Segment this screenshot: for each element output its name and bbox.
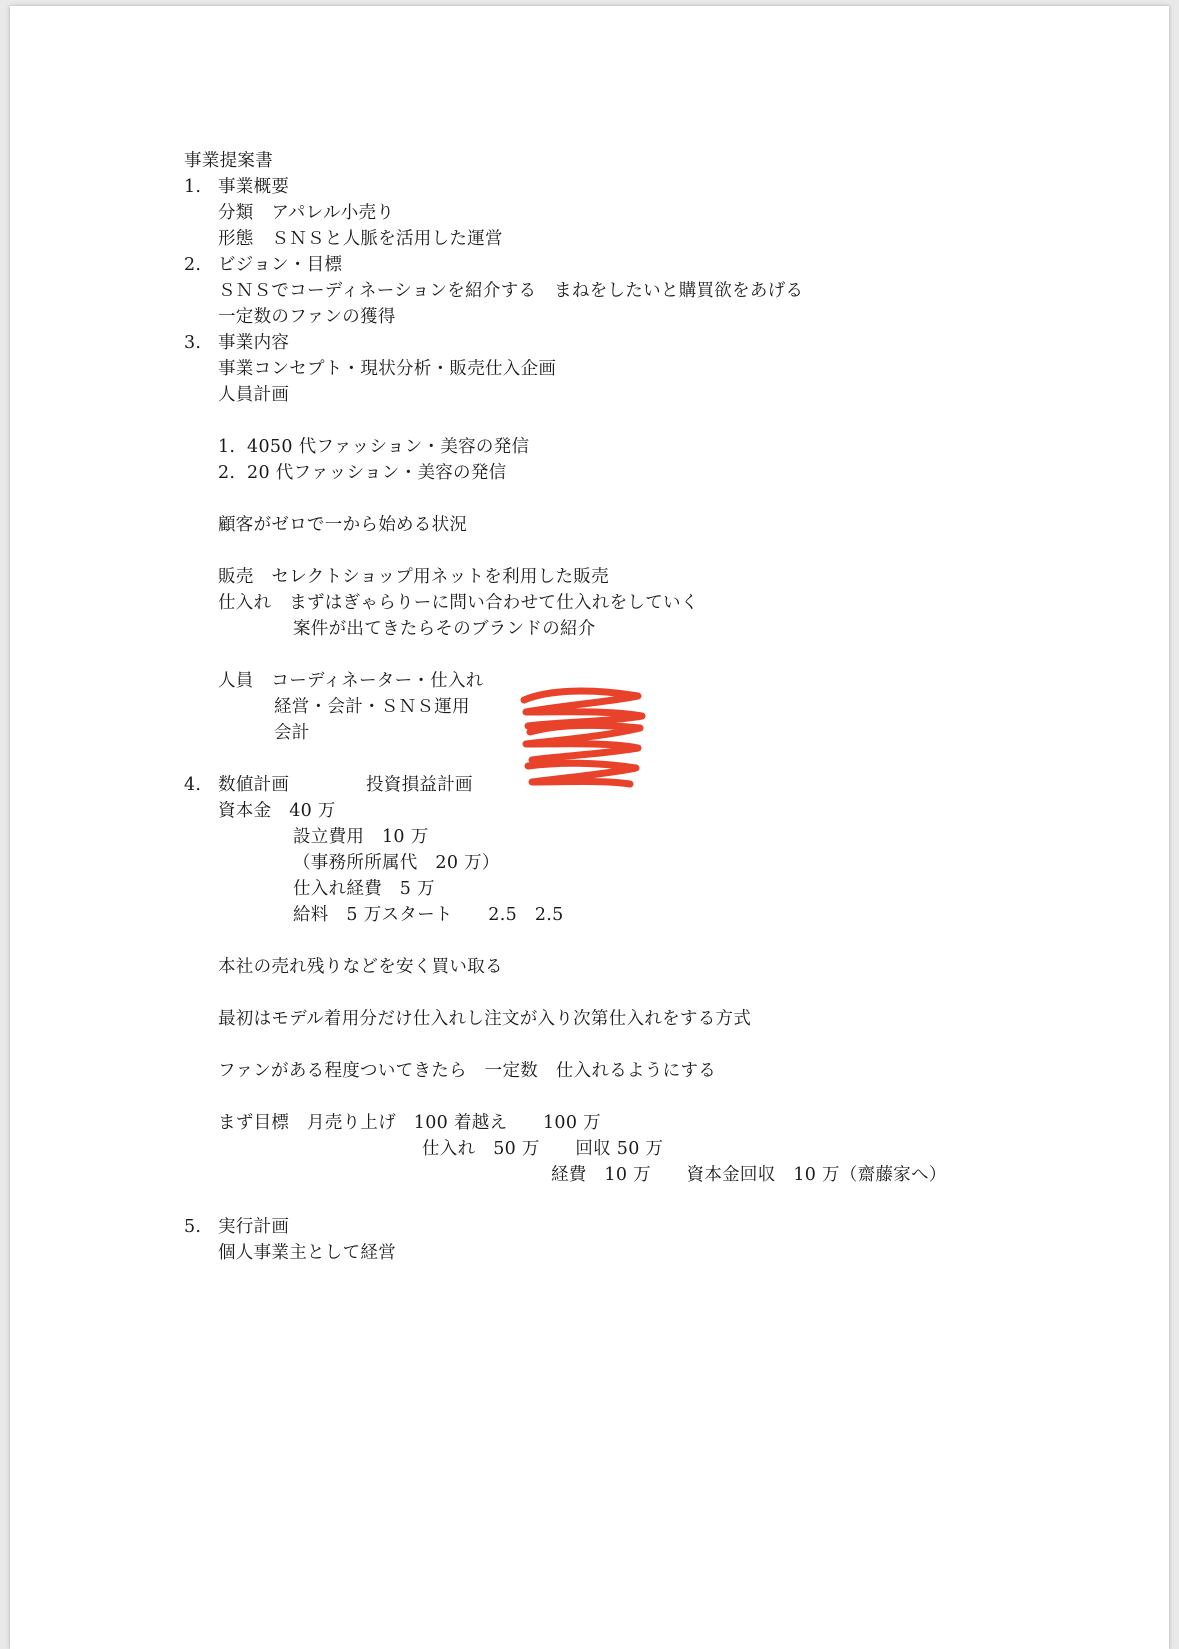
section-1-line: 分類 アパレル小売り — [218, 203, 395, 223]
section-3-line: 仕入れ まずはぎゃらりーに問い合わせて仕入れをしていく — [218, 593, 699, 613]
section-2-number: 2. — [184, 255, 202, 275]
section-4-line: 仕入れ経費 5 万 — [293, 879, 435, 899]
section-4-line: 設立費用 10 万 — [293, 827, 429, 847]
section-2-line: 一定数のファンの獲得 — [218, 307, 396, 327]
section-4-line: 本社の売れ残りなどを安く買い取る — [218, 957, 503, 977]
section-4-heading: 数値計画 — [218, 775, 290, 795]
section-4-line: ファンがある程度ついてきたら 一定数 仕入れるようにする — [218, 1061, 717, 1081]
section-4-line: 最初はモデル着用分だけ仕入れし注文が入り次第仕入れをする方式 — [218, 1009, 752, 1029]
section-3-line: 人員計画 — [218, 385, 290, 405]
section-3-heading: 事業内容 — [218, 333, 290, 353]
redaction-scribble — [518, 682, 650, 792]
section-4-number: 4. — [184, 775, 202, 795]
section-1-heading: 事業概要 — [218, 177, 290, 197]
section-4-line: 資本金 40 万 — [218, 801, 336, 821]
section-5-line: 個人事業主として経営 — [218, 1243, 396, 1263]
section-2-line: ＳＮＳでコーディネーションを紹介する まねをしたいと購買欲をあげる — [218, 281, 804, 301]
section-5-number: 5. — [184, 1217, 202, 1237]
section-3-line: 会計 — [274, 723, 310, 743]
section-3-line: 顧客がゼロで一から始める状況 — [218, 515, 468, 535]
section-3-line: 2. 20 代ファッション・美容の発信 — [218, 463, 507, 483]
section-4-line: まず目標 月売り上げ 100 着越え 100 万 — [218, 1113, 601, 1133]
section-5-heading: 実行計画 — [218, 1217, 290, 1237]
section-3-number: 3. — [184, 333, 202, 353]
section-4-line: 給料 5 万スタート 2.5 2.5 — [293, 905, 564, 925]
section-4-line: 仕入れ 50 万 回収 50 万 — [422, 1139, 664, 1159]
section-3-line: 販売 セレクトショップ用ネットを利用した販売 — [218, 567, 609, 587]
section-4-line: （事務所所属代 20 万） — [293, 853, 500, 873]
document-title: 事業提案書 — [184, 151, 273, 171]
section-3-line: 案件が出てきたらそのブランドの紹介 — [293, 619, 596, 639]
section-1-number: 1. — [184, 177, 202, 197]
section-3-line: 経営・会計・ＳＮＳ運用 — [274, 697, 470, 717]
section-4-line: 経費 10 万 資本金回収 10 万（齋藤家へ） — [551, 1165, 947, 1185]
section-3-line: 1. 4050 代ファッション・美容の発信 — [218, 437, 530, 457]
section-3-line: 事業コンセプト・現状分析・販売仕入企画 — [218, 359, 557, 379]
section-1-line: 形態 ＳＮＳと人脈を活用した運営 — [218, 229, 503, 249]
section-2-heading: ビジョン・目標 — [218, 255, 343, 275]
section-3-line: 人員 コーディネーター・仕入れ — [218, 671, 484, 691]
document-page — [10, 6, 1169, 1649]
section-4-heading-extra: 投資損益計画 — [366, 775, 473, 795]
